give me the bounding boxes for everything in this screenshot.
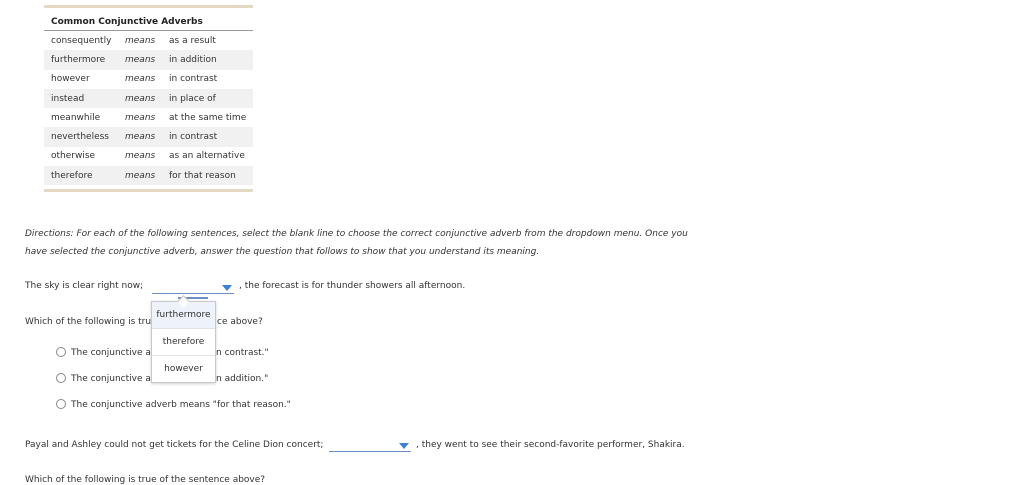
adverb-cell: furthermore: [51, 54, 106, 65]
table-row: [44, 50, 253, 69]
adverb-cell: otherwise: [51, 151, 96, 162]
adverb-cell: consequently: [51, 35, 112, 46]
meaning-cell: for that reason: [169, 170, 236, 181]
q1-option-1-radio[interactable]: [56, 347, 66, 357]
q1-dropdown-menu: [151, 301, 216, 383]
meaning-cell: as a result: [169, 35, 216, 46]
q2-question: Which of the following is true of the sentence above?: [25, 475, 266, 485]
q1-dropdown-caret-icon[interactable]: [222, 285, 232, 291]
q1-question-right: ce above?: [217, 317, 263, 327]
means-cell: means: [125, 93, 156, 104]
q1-sentence-before: The sky is clear right now;: [25, 281, 144, 291]
q1-option-2-right: n addition.": [216, 374, 269, 384]
meaning-cell: in place of: [169, 93, 216, 104]
meaning-cell: at the same time: [169, 112, 247, 123]
meaning-cell: in addition: [169, 54, 217, 65]
dropdown-option-furthermore[interactable]: furthermore: [152, 302, 215, 329]
means-cell: means: [125, 170, 156, 181]
adverb-cell: nevertheless: [51, 132, 109, 143]
table-bottom-border: [44, 189, 253, 192]
means-cell: means: [125, 54, 156, 65]
means-cell: means: [125, 112, 156, 123]
means-cell: means: [125, 74, 156, 85]
q1-question-left: Which of the following is tru: [25, 317, 152, 327]
table-row: [44, 147, 253, 166]
q1-option-1-right: n contrast.": [216, 348, 269, 358]
table-rows: [44, 31, 253, 185]
table-row: [44, 108, 253, 127]
conjunctive-adverbs-table: [44, 5, 253, 192]
adverb-cell: instead: [51, 93, 85, 104]
q2-dropdown-caret-icon[interactable]: [399, 443, 409, 449]
q2-sentence-before: Payal and Ashley could not get tickets for the Celine Dion concert;: [25, 440, 324, 450]
table-row: [44, 89, 253, 108]
table-row: [44, 166, 253, 185]
q1-sentence-after: , the forecast is for thunder showers all afternoon.: [239, 281, 466, 291]
adverb-cell: meanwhile: [51, 112, 101, 123]
meaning-cell: as an alternative: [169, 151, 245, 162]
dropdown-option-however[interactable]: however: [164, 364, 203, 374]
table-title: Common Conjunctive Adverbs: [44, 8, 253, 31]
q1-option-1-left: The conjunctive a: [71, 348, 151, 358]
q1-option-2-radio[interactable]: [56, 373, 66, 383]
table-row: [44, 127, 253, 146]
directions-text: Directions: For each of the following sentences, select the blank line to choose the correct conjunctive adverb from the dropdown menu. Once you have selected the conjunctive adverb, answer the question that follows to show that you understand its meaning.: [25, 229, 688, 257]
table-row: [44, 31, 253, 50]
adverb-cell: however: [51, 74, 90, 85]
means-cell: means: [125, 132, 156, 143]
table-row: [44, 70, 253, 89]
means-cell: means: [125, 151, 156, 162]
q2-sentence-after: , they went to see their second-favorite performer, Shakira.: [416, 440, 685, 450]
q1-option-3-text: The conjunctive adverb means "for that reason.": [71, 400, 291, 410]
means-cell: means: [125, 35, 156, 46]
meaning-cell: in contrast: [169, 132, 218, 143]
dropdown-option-therefore[interactable]: therefore: [152, 329, 215, 356]
meaning-cell: in contrast: [169, 74, 218, 85]
adverb-cell: therefore: [51, 170, 93, 181]
q1-option-2-left: The conjunctive a: [71, 374, 151, 384]
q1-option-3-radio[interactable]: [56, 399, 66, 409]
